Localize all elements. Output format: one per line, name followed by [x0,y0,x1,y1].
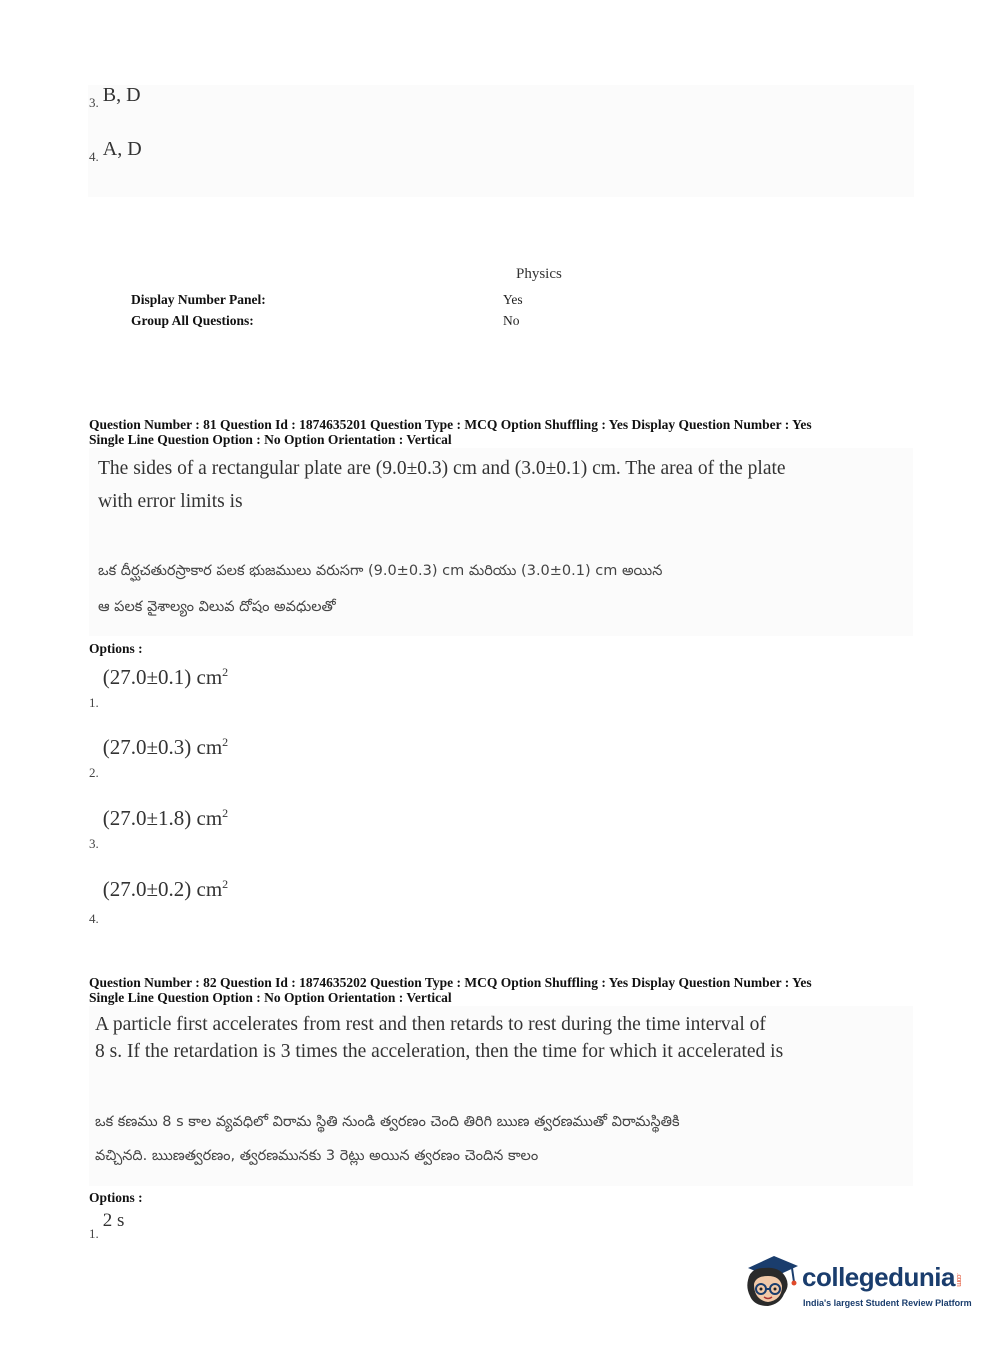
option-value: (27.0±0.3) $cm^2$ [102,735,229,759]
q81-option-2[interactable] [89,735,229,780]
option-number: 3. [89,95,99,110]
option-number: 2. [89,765,99,780]
q81-telugu-text [89,518,913,625]
q81-question-box [89,448,913,636]
option-value: (27.0±0.2) $cm^2$ [102,877,229,901]
previous-option-3 [89,84,141,113]
q81-meta-line1: Question Number : 81 Question Id : 1874635201 Question Type : MCQ Option Shuffling : Yes Display Question Number : Yes [89,417,812,432]
q81-option-4[interactable] [89,877,229,926]
option-number: 1. [89,695,99,710]
q82-telugu-line1: ఒక కణము 8 s కాల వ్యవధిలో విరామ స్థితి నుండి త్వరణం చెంది తిరిగి ఋణ త్వరణముతో విరామస్థితికి [95,1114,680,1130]
option-value: (27.0±1.8) $cm^2$ [102,806,229,830]
logo-tagline: India's largest Student Review Platform [803,1298,972,1308]
q82-options-label: Options : [89,1190,143,1205]
q81-english-line1: The sides of a rectangular plate are (9.0±0.3) cm and (3.0±0.1) cm. The area of the plate [98,458,786,479]
q82-meta-line1: Question Number : 82 Question Id : 1874635202 Question Type : MCQ Option Shuffling : Yes Display Question Number : Yes [89,975,812,990]
q81-telugu-line1: ఒక దీర్ఘచతురస్రాకార పలక భుజములు వరుసగా (9.0±0.3) cm మరియు (3.0±0.1) cm అయిన [98,563,663,579]
q81-option-3[interactable] [89,806,229,851]
collegedunia-logo[interactable] [740,1250,970,1320]
option-number: 3. [89,836,99,851]
option-value: 2 s [102,1210,125,1231]
q82-english-text [89,1006,913,1065]
q81-meta-line2: Single Line Question Option : No Option Orientation : Vertical [89,432,452,447]
option-text: A, D [102,138,142,160]
q82-meta [89,975,812,1005]
q81-option-1[interactable] [89,665,229,710]
q81-options-label: Options : [89,641,143,656]
option-value: (27.0±0.1) $cm^2$ [102,665,229,689]
q82-telugu-line2: వచ్చినది. ఋణత్వరణం, త్వరణమునకు 3 రెట్లు అయిన త్వరణం చెందిన కాలం [95,1148,539,1164]
group-all-questions-label: Group All Questions: [131,313,254,328]
q82-option-1[interactable] [89,1210,125,1241]
previous-options-box [88,85,914,197]
logo-wordmark: collegedunia.com [802,1262,962,1292]
q82-telugu-text [89,1065,913,1173]
option-number: 1. [89,1226,99,1241]
q82-english-line2: 8 s. If the retardation is 3 times the acceleration, then the time for which it accelerated is [95,1041,784,1062]
group-all-questions-value: No [503,313,520,328]
display-number-panel-value: Yes [503,292,523,307]
q82-english-line1: A particle first accelerates from rest and then retards to rest during the time interval of [95,1014,766,1035]
q82-meta-line2: Single Line Question Option : No Option Orientation : Vertical [89,990,452,1005]
mascot-icon [740,1250,800,1314]
q82-question-box [89,1006,913,1186]
q81-meta [89,417,812,447]
display-number-panel-label: Display Number Panel: [131,292,266,307]
section-title: Physics [516,266,562,282]
q81-english-line2: with error limits is [98,491,243,512]
previous-option-4 [89,138,142,167]
option-number: 4. [89,911,99,926]
option-number: 4. [89,149,99,164]
q81-english-text [89,448,913,518]
q81-telugu-line2: ఆ పలక వైశాల్యం విలువ దోషం అవధులతో [98,599,336,615]
option-text: B, D [102,84,141,106]
